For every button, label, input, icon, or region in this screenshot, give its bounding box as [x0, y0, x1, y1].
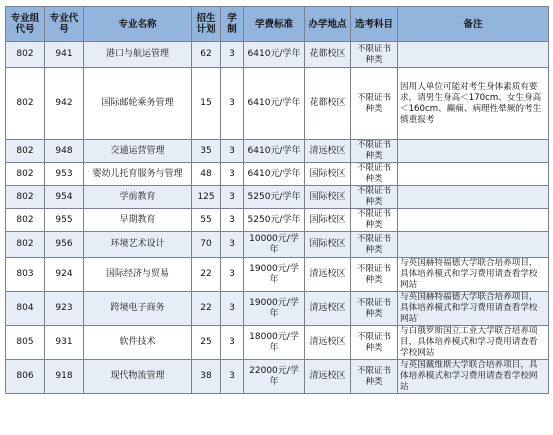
- cell-major-code: 948: [45, 140, 84, 163]
- cell-subjects: 不限证书种类: [351, 360, 398, 394]
- cell-years: 3: [221, 232, 244, 258]
- cell-major-code: 918: [45, 360, 84, 394]
- cell-campus: 国际校区: [305, 186, 351, 209]
- cell-subjects: 不限证书种类: [351, 292, 398, 326]
- cell-group-code: 804: [6, 292, 45, 326]
- cell-major-code: 955: [45, 209, 84, 232]
- cell-fee: 6410元/学年: [244, 140, 305, 163]
- cell-major-code: 931: [45, 326, 84, 360]
- cell-campus: 清远校区: [305, 258, 351, 292]
- cell-campus: 国际校区: [305, 209, 351, 232]
- header-years: 学制: [221, 7, 244, 42]
- cell-fee: 5250元/学年: [244, 209, 305, 232]
- cell-note: 与英国戴维斯大学联合培养项目，具体培养模式和学习费用请查看学校网站: [398, 360, 549, 394]
- cell-major-name: 早期教育: [84, 209, 192, 232]
- cell-years: 3: [221, 326, 244, 360]
- cell-group-code: 802: [6, 42, 45, 68]
- cell-campus: 清远校区: [305, 326, 351, 360]
- cell-plan: 55: [192, 209, 221, 232]
- cell-major-code: 942: [45, 68, 84, 140]
- table-row: [6, 42, 549, 68]
- cell-group-code: 802: [6, 232, 45, 258]
- cell-plan: 125: [192, 186, 221, 209]
- cell-major-name: 软件技术: [84, 326, 192, 360]
- header-campus: 办学地点: [305, 7, 351, 42]
- cell-years: 3: [221, 163, 244, 186]
- cell-note: [398, 140, 549, 163]
- cell-note: [398, 42, 549, 68]
- cell-years: 3: [221, 186, 244, 209]
- cell-fee: 5250元/学年: [244, 186, 305, 209]
- cell-campus: 国际校区: [305, 232, 351, 258]
- cell-campus: 清远校区: [305, 360, 351, 394]
- cell-years: 3: [221, 140, 244, 163]
- cell-plan: 15: [192, 68, 221, 140]
- cell-note: 因用人单位可能对考生身体素质有要求，请男生身高＜170cm、女生身高＜160cm、癫痫、病理性晕厥的考生慎重报考: [398, 68, 549, 140]
- cell-major-code: 924: [45, 258, 84, 292]
- cell-major-name: 学前教育: [84, 186, 192, 209]
- cell-major-code: 956: [45, 232, 84, 258]
- cell-group-code: 802: [6, 163, 45, 186]
- cell-years: 3: [221, 258, 244, 292]
- cell-plan: 25: [192, 326, 221, 360]
- cell-years: 3: [221, 292, 244, 326]
- cell-group-code: 803: [6, 258, 45, 292]
- cell-group-code: 802: [6, 68, 45, 140]
- cell-fee: 6410元/学年: [244, 42, 305, 68]
- cell-fee: 6410元/学年: [244, 68, 305, 140]
- header-group-code: 专业组代号: [6, 7, 45, 42]
- table-row: [6, 163, 549, 186]
- cell-group-code: 802: [6, 186, 45, 209]
- cell-note: 与白俄罗斯国立工业大学联合培养项目，具体培养模式和学习费用请查看学校网站: [398, 326, 549, 360]
- cell-note: [398, 163, 549, 186]
- cell-group-code: 806: [6, 360, 45, 394]
- cell-plan: 70: [192, 232, 221, 258]
- admission-table: [5, 6, 549, 394]
- cell-major-name: 婴幼儿托育服务与管理: [84, 163, 192, 186]
- cell-fee: 18000元/学年: [244, 326, 305, 360]
- cell-plan: 22: [192, 258, 221, 292]
- table-body: [6, 42, 549, 394]
- cell-years: 3: [221, 360, 244, 394]
- cell-major-name: 港口与航运管理: [84, 42, 192, 68]
- table-row: [6, 292, 549, 326]
- cell-major-code: 953: [45, 163, 84, 186]
- cell-major-name: 国际经济与贸易: [84, 258, 192, 292]
- cell-note: 与英国赫特福德大学联合培养项目，具体培养模式和学习费用请查看学校网站: [398, 258, 549, 292]
- admission-table-container: [5, 6, 548, 394]
- cell-major-code: 954: [45, 186, 84, 209]
- table-row: [6, 326, 549, 360]
- table-header-row: [6, 7, 549, 42]
- cell-subjects: 不限证书种类: [351, 140, 398, 163]
- cell-years: 3: [221, 68, 244, 140]
- table-row: [6, 140, 549, 163]
- cell-fee: 19000元/学年: [244, 258, 305, 292]
- cell-campus: 花都校区: [305, 42, 351, 68]
- cell-subjects: 不限证书种类: [351, 209, 398, 232]
- cell-subjects: 不限证书种类: [351, 258, 398, 292]
- table-row: [6, 360, 549, 394]
- header-major-name: 专业名称: [84, 7, 192, 42]
- header-fee: 学费标准: [244, 7, 305, 42]
- cell-years: 3: [221, 209, 244, 232]
- cell-plan: 48: [192, 163, 221, 186]
- cell-campus: 国际校区: [305, 163, 351, 186]
- cell-major-name: 现代物流管理: [84, 360, 192, 394]
- cell-note: 与英国赫特福德大学联合培养项目，具体培养模式和学习费用请查看学校网站: [398, 292, 549, 326]
- cell-plan: 35: [192, 140, 221, 163]
- cell-group-code: 802: [6, 140, 45, 163]
- cell-major-name: 跨境电子商务: [84, 292, 192, 326]
- cell-subjects: 不限证书种类: [351, 232, 398, 258]
- cell-subjects: 不限证书种类: [351, 42, 398, 68]
- cell-campus: 清远校区: [305, 140, 351, 163]
- cell-group-code: 802: [6, 209, 45, 232]
- cell-subjects: 不限证书种类: [351, 326, 398, 360]
- cell-note: [398, 209, 549, 232]
- cell-major-name: 交通运营管理: [84, 140, 192, 163]
- header-plan: 招生计划: [192, 7, 221, 42]
- cell-plan: 38: [192, 360, 221, 394]
- cell-group-code: 805: [6, 326, 45, 360]
- table-row: [6, 209, 549, 232]
- cell-major-name: 环境艺术设计: [84, 232, 192, 258]
- cell-fee: 10000元/学年: [244, 232, 305, 258]
- cell-note: [398, 186, 549, 209]
- cell-subjects: 不限证书种类: [351, 163, 398, 186]
- cell-subjects: 不限证书种类: [351, 186, 398, 209]
- table-row: [6, 232, 549, 258]
- header-major-code: 专业代号: [45, 7, 84, 42]
- header-notes: 备注: [398, 7, 549, 42]
- cell-fee: 19000元/学年: [244, 292, 305, 326]
- cell-major-code: 941: [45, 42, 84, 68]
- table-row: [6, 258, 549, 292]
- table-row: [6, 68, 549, 140]
- cell-note: [398, 232, 549, 258]
- cell-campus: 花都校区: [305, 68, 351, 140]
- cell-plan: 62: [192, 42, 221, 68]
- header-subjects: 选考科目: [351, 7, 398, 42]
- cell-years: 3: [221, 42, 244, 68]
- cell-major-name: 国际邮轮乘务管理: [84, 68, 192, 140]
- cell-plan: 22: [192, 292, 221, 326]
- cell-fee: 6410元/学年: [244, 163, 305, 186]
- cell-major-code: 923: [45, 292, 84, 326]
- cell-campus: 清远校区: [305, 292, 351, 326]
- cell-fee: 22000元/学年: [244, 360, 305, 394]
- table-row: [6, 186, 549, 209]
- cell-subjects: 不限证书种类: [351, 68, 398, 140]
